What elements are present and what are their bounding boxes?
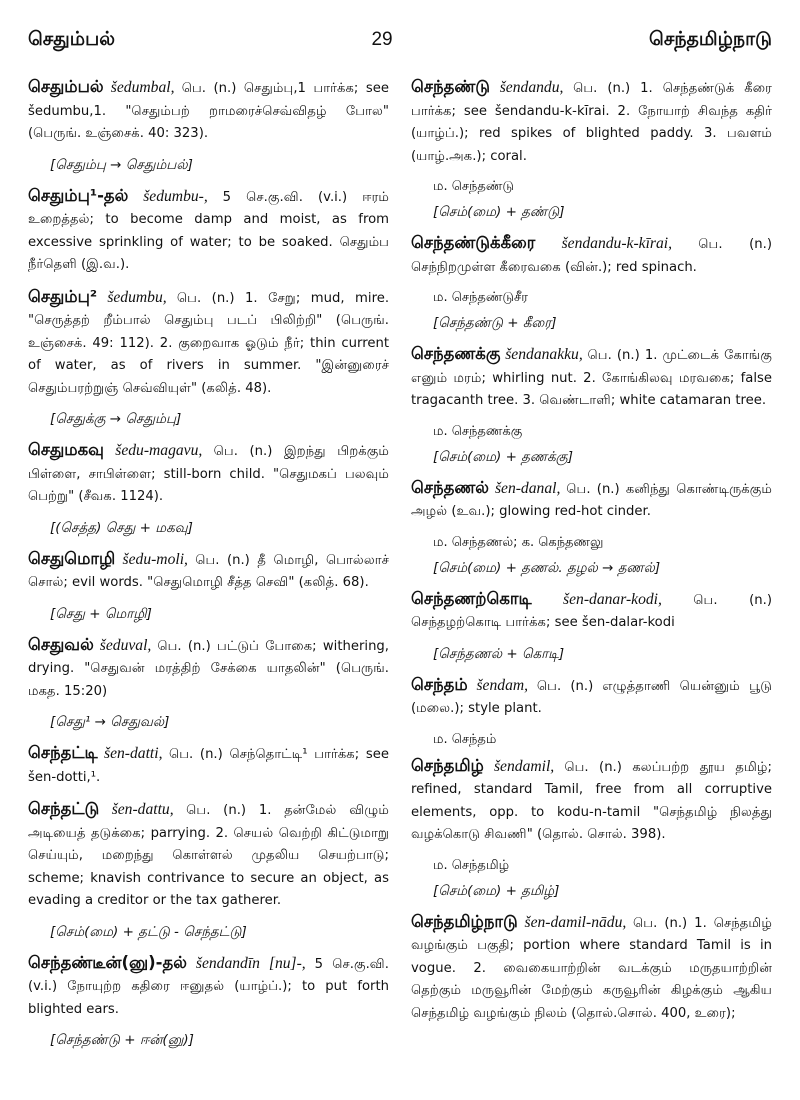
entry-headword: செந்தணல்	[411, 477, 490, 497]
entry-headword: செதும்பு¹-தல்	[28, 185, 129, 205]
entry-etymology: [செந்தணல் + கொடி]	[433, 645, 565, 662]
entry-etymology: [செது¹ → செதுவல்]	[50, 714, 170, 730]
entry-transliteration: šen-dattu,	[111, 801, 174, 818]
entry-definition: பெ. (n.) செந்தழற்கொடி பார்க்க; see šen-dalar-kodi	[411, 592, 772, 630]
entry-etymology: [செம்(மை) + தணக்கு]	[433, 448, 573, 465]
entry-etymology: [செது + மொழி]	[50, 605, 152, 622]
entry-transliteration: šendamil,	[493, 757, 555, 775]
entry-transliteration: šedumbal,	[110, 79, 175, 96]
dictionary-entry	[28, 952, 389, 1021]
entry-headword: செதுமொழி	[28, 548, 116, 568]
entry-transliteration: šedumbu,	[107, 288, 167, 306]
entry-transliteration: šen-danar-kodi,	[563, 590, 662, 608]
entry-definition: பெ. (n.) 1. தன்மேல் விழும் அடியைத் தடுக்கை; parrying. 2. செயல் வெற்றி கிட்டுமாறு செய்யும், மறைந்து கொள்ளல் முதலிய செயற்பாடு; scheme; knavish contrivance to secure an object, as evading a creditor or the tax gatherer.	[28, 803, 389, 908]
entry-etymology: [செம்(மை) + தண்டு]	[433, 204, 565, 220]
entry-headword: செந்தணற்கொடி	[411, 588, 532, 608]
entry-definition: பெ. (n.) 1. முட்டைக் கோங்கு எனும் மரம்; whirling nut. 2. கோங்கிலவு மரவகை; false tragacanth tree. 3. வெண்டாளி; white catamaran tree.	[411, 348, 772, 408]
left-column	[28, 76, 389, 1060]
entry-definition: பெ. (n.) செந்தொட்டி¹ பார்க்க; see šen-dotti,¹.	[28, 747, 389, 785]
dictionary-entry	[28, 548, 389, 594]
dictionary-entry	[411, 588, 772, 634]
entry-transliteration: šendandīn [nu]-,	[195, 954, 306, 972]
entry-etymology: [செம்(மை) + தணல். தழல் → தணல்]	[433, 559, 661, 576]
entry-definition: 5 செ.கு.வி. (v.i.) நோயுற்ற கதிரை ஈனுதல் (யாழ்ப்.); to put forth blighted ears.	[28, 956, 389, 1017]
entry-headword: செதும்பல்	[28, 77, 104, 96]
entry-etymology: [(செத்த) செது + மகவு]	[50, 519, 193, 536]
entry-definition: பெ. (n.) எழுத்தாணி யென்னும் பூடு (மலை.); style plant.	[411, 678, 772, 716]
dictionary-entry	[28, 439, 389, 508]
entry-cognate: ம. செந்தம்	[433, 731, 497, 747]
entry-etymology: [செதும்பு → செதும்பல்]	[50, 156, 193, 173]
entry-headword: செந்தமிழ்நாடு	[411, 911, 518, 931]
entry-definition: பெ. (n.) பட்டுப் போகை; withering, drying. "செதுவன் மரத்திற் சேக்கை யாதலின்" (பெருங். மகத. 15:20)	[28, 638, 389, 699]
entry-transliteration: šendam,	[476, 676, 529, 694]
entry-transliteration: šendanakku,	[505, 346, 583, 363]
dictionary-entry	[28, 634, 389, 703]
entry-definition: பெ. (n.) இறந்து பிறக்கும் பிள்ளை, சாபிள்ளை; still-born child. "செதுமகப் பலவும் பெற்று" (சீவக. 1124).	[28, 444, 389, 504]
entry-headword: செந்தண்டுக்கீரை	[411, 233, 536, 252]
entry-cognate: ம. செந்தணல்; க. கெந்தணலு	[433, 534, 604, 550]
dictionary-entry	[411, 76, 772, 167]
entry-etymology: [செந்தண்டு + கீரை]	[433, 315, 557, 331]
entry-transliteration: šeduval,	[99, 636, 152, 654]
entry-etymology: [செம்(மை) + தமிழ்]	[433, 882, 560, 899]
header-left-guideword: செதும்பல்	[28, 28, 115, 50]
dictionary-entry	[411, 232, 772, 278]
page-number: 29	[371, 29, 393, 50]
dictionary-entry	[411, 343, 772, 412]
entry-definition: பெ. (n.) தீ மொழி, பொல்லாச் சொல்; evil words. "செதுமொழி சீத்த செவி" (கலித். 68).	[28, 552, 390, 590]
entry-definition: பெ. (n.) கனிந்து கொண்டிருக்கும் அழல் (உவ.); glowing red-hot cinder.	[411, 481, 772, 519]
entry-transliteration: šendandu,	[499, 79, 564, 96]
dictionary-entry	[28, 286, 389, 400]
entry-headword: செந்தமிழ்	[411, 755, 484, 775]
entry-headword: செந்தட்டி	[28, 743, 98, 762]
entry-cognate: ம. செந்தமிழ்	[433, 857, 510, 873]
entry-headword: செதுவல்	[28, 634, 94, 654]
entry-cognate: ம. செந்தண்டு	[433, 179, 514, 194]
entry-cognate: ம. செந்தணக்கு	[433, 423, 523, 439]
entry-definition: பெ. (n.) கலப்பற்ற தூய தமிழ்; refined, standard Tamil, free from all corruptive elements, opp. to kodu-n-tamil "செந்தமிழ் நிலத்து வழக்கொடு சிவணி" (தொல். சொல். 398).	[411, 759, 772, 842]
entry-transliteration: šedu-moli,	[122, 550, 188, 568]
two-column-body	[28, 76, 772, 1060]
running-head	[28, 28, 772, 64]
dictionary-entry	[28, 76, 389, 145]
entry-transliteration: šendandu-k-kīrai,	[561, 235, 673, 252]
dictionary-entry	[28, 185, 389, 276]
dictionary-entry	[411, 911, 772, 1025]
entry-transliteration: šedumbu-,	[143, 187, 208, 205]
entry-etymology: [செம்(மை) + தட்டு - செந்தட்டு]	[50, 923, 247, 940]
entry-headword: செந்தண்டு	[411, 77, 491, 96]
right-column	[411, 76, 772, 1060]
entry-headword: செதும்பு²	[28, 286, 98, 306]
header-right-guideword: செந்தமிழ்நாடு	[649, 28, 772, 50]
entry-definition: 5 செ.கு.வி. (v.i.) ஈரம் உறைத்தல்; to become damp and moist, as from excessive sprinkling of water; to be soaked. செதும்ப நீர்தெளி (இ.வ.).	[28, 189, 389, 272]
entry-cognate: ம. செந்தண்டுசீர	[433, 290, 528, 305]
entry-definition: பெ. (n.) 1. செந்தண்டுக் கீரை பார்க்க; see šendandu-k-kīrai. 2. நோயாற் சிவந்த கதிர் (யாழ்ப்.); red spikes of blighted paddy. 3. பவளம் (யாழ்.அக.); coral.	[411, 81, 772, 164]
entry-transliteration: šen-danal,	[494, 479, 561, 497]
entry-headword: செந்தணக்கு	[411, 344, 501, 363]
dictionary-entry	[28, 798, 389, 912]
entry-transliteration: šen-datti,	[104, 745, 163, 762]
entry-definition: பெ. (n.) 1. சேறு; mud, mire. "செருத்தற் றீம்பால் செதும்பு படப் பிலிற்றி" (பெருங். உஞ்சைக். 49: 112). 2. குறைவாக ஓடும் நீர்; thin current of water, as of rivers in summer. "இன்னுரைச் செதும்பரற்றுஞ் செவ்வியுள்" (கலித். 48).	[28, 290, 390, 396]
dictionary-entry	[411, 477, 772, 523]
entry-headword: செந்தண்டீன்(னு)-தல்	[28, 952, 187, 972]
entry-transliteration: šedu-magavu,	[115, 442, 203, 459]
dictionary-entry	[28, 742, 389, 788]
entry-etymology: [செந்தண்டு + ஈன்(னு)]	[50, 1032, 194, 1048]
entry-etymology: [செதுக்கு → செதும்பு]	[50, 411, 182, 427]
entry-transliteration: šen-damil-nādu,	[524, 913, 627, 931]
dictionary-entry	[411, 755, 772, 846]
entry-definition: பெ. (n.) செந்நிறமுள்ள கீரைவகை (வின்.); red spinach.	[411, 237, 772, 275]
entry-headword: செதுமகவு	[28, 440, 104, 459]
dictionary-entry	[411, 674, 772, 720]
entry-headword: செந்தட்டு	[28, 799, 100, 818]
entry-definition: பெ. (n.) 1. செந்தமிழ் வழங்கும் பகுதி; portion where standard Tamil is in vogue. 2. வைகையாற்றின் வடக்கும் மருதயாற்றின் தெற்கும் மருவூரின் மேற்கும் கருவூரின் கிழக்கும் ஆகிய செந்தமிழ் வழங்கும் நிலம் (தொல்.சொல். 400, உரை);	[411, 915, 772, 1021]
entry-headword: செந்தம்	[411, 674, 468, 694]
entry-definition: பெ. (n.) செதும்பு,1 பார்க்க; see šedumbu,1. "செதும்பற் றாமரைச்செவ்விதழ் போல" (பெருங். உஞ்சைக். 40: 323).	[28, 81, 389, 141]
